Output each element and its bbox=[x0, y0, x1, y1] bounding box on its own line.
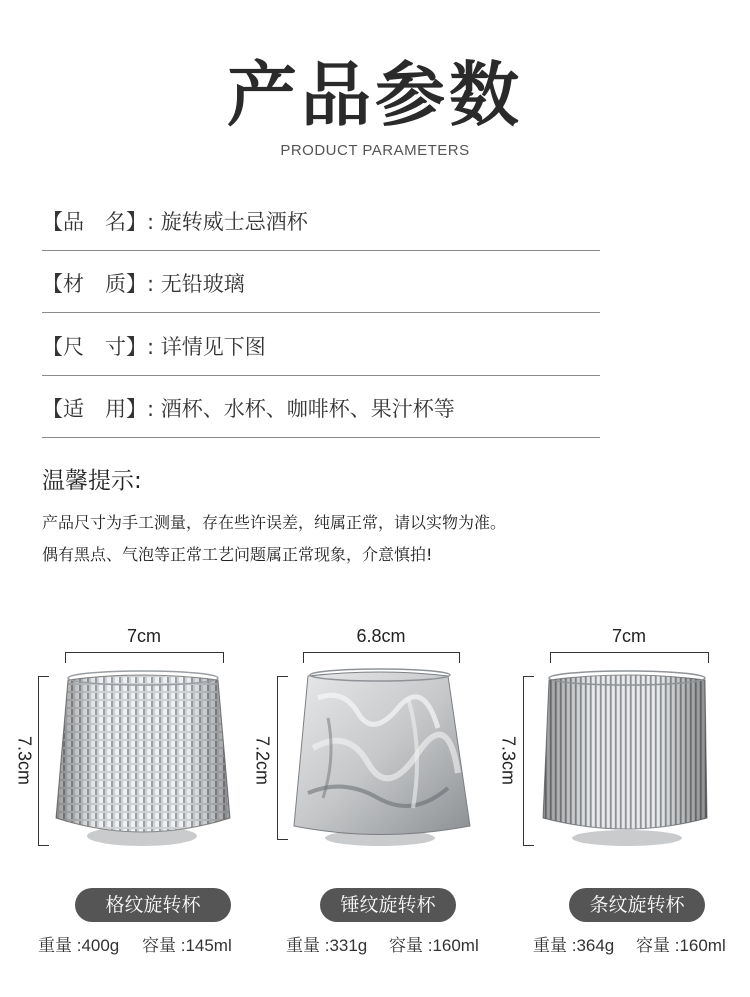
product-3-height-bracket bbox=[523, 676, 534, 846]
product-3-capacity: 容量 :160ml bbox=[636, 936, 726, 955]
product-3-glass-image bbox=[535, 668, 720, 853]
product-1-height-bracket bbox=[38, 676, 49, 846]
product-1-weight: 重量 :400g bbox=[38, 936, 120, 955]
tips-line-1: 产品尺寸为手工测量，存在些许误差，纯属正常，请以实物为准。 bbox=[42, 513, 507, 532]
tips-title: 温馨提示: bbox=[42, 468, 142, 494]
param-name-text: 【品 名】: 旋转威士忌酒杯 bbox=[42, 210, 308, 234]
page-title: 产品参数 bbox=[227, 54, 523, 136]
product-1-capacity: 容量 :145ml bbox=[142, 936, 232, 955]
tips-line-2: 偶有黑点、气泡等正常工艺问题属正常现象，介意慎拍! bbox=[42, 545, 433, 564]
page-subtitle: PRODUCT PARAMETERS bbox=[280, 142, 470, 159]
product-2-width-bracket bbox=[303, 652, 460, 663]
product-1-glass-image bbox=[50, 668, 235, 853]
product-2-weight: 重量 :331g bbox=[286, 936, 368, 955]
product-3-weight: 重量 :364g bbox=[533, 936, 615, 955]
product-1-height-label: 7.3cm bbox=[14, 735, 35, 786]
param-row-size bbox=[42, 313, 600, 376]
product-1-name-badge: 格纹旋转杯 bbox=[75, 888, 231, 922]
product-1-width-label: 7cm bbox=[126, 626, 161, 646]
param-row-name bbox=[42, 188, 600, 251]
product-3-name-badge: 条纹旋转杯 bbox=[569, 888, 705, 922]
product-2-name-badge: 锤纹旋转杯 bbox=[320, 888, 456, 922]
param-row-usage bbox=[42, 375, 600, 438]
product-3-width-label: 7cm bbox=[611, 626, 646, 646]
param-size-text: 【尺 寸】: 详情见下图 bbox=[42, 335, 266, 359]
param-material-text: 【材 质】: 无铅玻璃 bbox=[42, 272, 245, 296]
product-3-width-bracket bbox=[550, 652, 709, 663]
product-3-height-label: 7.3cm bbox=[498, 735, 519, 786]
product-1-width-bracket bbox=[65, 652, 224, 663]
param-row-material bbox=[42, 250, 600, 313]
param-usage-text: 【适 用】: 酒杯、水杯、咖啡杯、果汁杯等 bbox=[42, 397, 455, 421]
product-2-height-bracket bbox=[277, 676, 288, 840]
product-2-capacity: 容量 :160ml bbox=[389, 936, 479, 955]
product-2-height-label: 7.2cm bbox=[252, 735, 273, 786]
product-2-width-label: 6.8cm bbox=[356, 626, 406, 646]
product-2-glass-image bbox=[288, 668, 473, 853]
